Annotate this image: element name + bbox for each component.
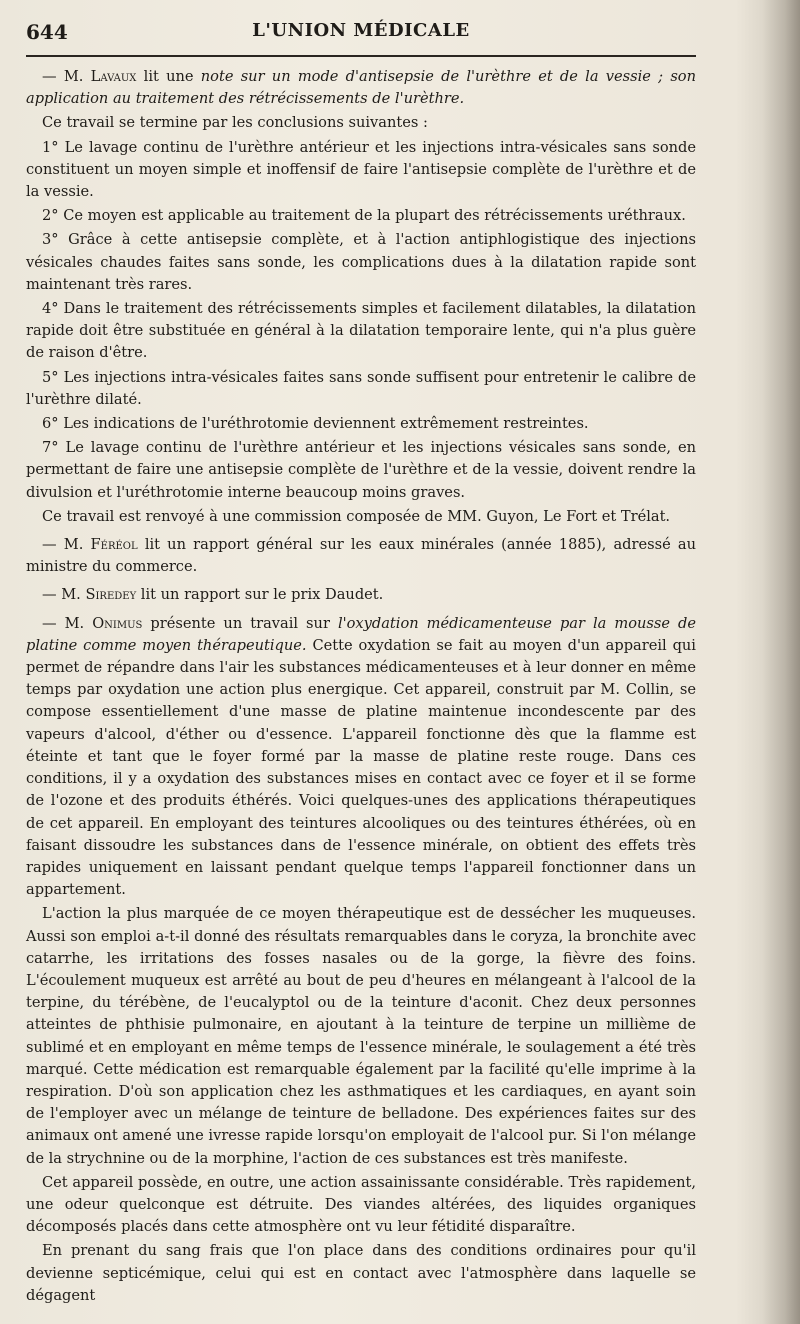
lavaux-paragraph: — M. Lavaux lit une note sur un mode d'antisepsie de l'urèthre et de la vessie ; son application au traitement des rétrécissements de l'urèthre. [26,68,696,108]
page-header [26,18,696,52]
conclusion-3: 3° Grâce à cette antisepsie complète, et à l'action antiphlogistique des injections vésicales chaudes faites sans sonde, les complications dues à la dilatation rapide sont maintenant très rares. [26,231,696,293]
conclusion-5: 5° Les injections intra-vésicales faites sans sonde suffisent pour entretenir le calibre de l'urèthre dilaté. [26,368,696,408]
lavaux-title: note sur un mode d'antisepsie de l'urèthre et de la vessie ; son application au traitement des rétrécissements de l'urèthre. [26,68,696,108]
conclusion-4: 4° Dans le traitement des rétrécissements simples et facilement dilatables, la dilatation rapide doit être substituée en général à la dilatation temporaire lente, qui n'a plus guère de raison d'être. [26,300,696,362]
author-siredey: Siredey [85,586,137,604]
onimus-paragraph-3: Cet appareil possède, en outre, une action assainissante considérable. Très rapidement, une odeur quelconque est détruite. Des viandes altérées, des liquides organiques décomposés placés dans cette atmosphère ont vu leur fétidité disparaître. [26,1173,696,1236]
onimus-paragraph-4: En prenant du sang frais que l'on place dans des conditions ordinaires pour qu'il devienne septicémique, celui qui est en contact avec l'atmosphère dans laquelle se dégagent [26,1242,696,1304]
onimus-paragraph-2: L'action la plus marquée de ce moyen thérapeutique est de dessécher les muqueuses. Aussi son emploi a-t-il donné des résultats remarquables dans le coryza, la bronchite avec catarrhe, les irritations des fosses nasales ou de la gorge, la fièvre des foins. L'écoulement muqueux est arrêté au bout de peu d'heures en mélangeant à l'alcool de la terpine, du térébène, de l'eucalyptol ou de la teinture d'aconit. Chez deux personnes atteintes de phthisie pulmonaire, en ajoutant à la teinture de terpine un millième de sublimé et en employant en même temps de l'essence minérale, le soulagement a été très marqué. Cette médication est remarquable également par la facilité qu'elle imprime à la respiration. D'où son application chez les asthmatiques et les cardiaques, en ayant soin de l'employer avec un mélange de teinture de belladone. Des expériences faites sur des animaux ont amené une ivresse rapide lorsqu'on employait de l'alcool pur. Si l'on mélange de la strychnine ou de la morphine, l'action de ces substances est très manifeste. [26,905,696,1167]
author-onimus: Onimus [92,614,143,632]
journal-title: L'UNION MÉDICALE [252,20,470,41]
conclusion-7: 7° Le lavage continu de l'urèthre antérieur et les injections vésicales sans sonde, en permettant de faire une antisepsie complète de l'urèthre et de la vessie, doivent rendre la divulsion et l'uréthrotomie interne beaucoup moins graves. [26,439,696,501]
article-body [26,66,696,1309]
fereol-paragraph: — M. Féréol lit un rapport général sur les eaux minérales (année 1885), adressé au ministre du commerce. [26,536,696,576]
conclusion-1: 1° Le lavage continu de l'urèthre antérieur et les injections intra-vésicales sans sonde constituent un moyen simple et inoffensif de faire l'antisepsie complète de l'urèthre et de la vessie. [26,138,696,201]
conclusions-intro: Ce travail se termine par les conclusions suivantes : [42,114,428,132]
conclusion-2: 2° Ce moyen est applicable au traitement de la plupart des rétrécissements uréthraux. [42,207,686,225]
header-rule [26,55,696,57]
onimus-paragraph: — M. Onimus présente un travail sur l'oxydation médicamenteuse par la mousse de platine comme moyen thérapeutique. Cette oxydation se fait au moyen d'un appareil qui permet de répandre dans l'air les substances médicamenteuses et à leur donner en même temps par oxydation une action plus energique. Cet appareil, construit par M. Collin, se compose essentiellement d'une masse de platine maintenue incondescente par des vapeurs d'alcool, d'éther ou d'essence. L'appareil fonctionne dès que la flamme est éteinte et tant que le foyer formé par la masse de platine reste rouge. Dans ces conditions, il y a oxydation des substances mises en contact avec ce foyer et il se forme de l'ozone et des produits éthérés. Voici quelques-unes des applications thérapeutiques de cet appareil. En employant des teintures alcooliques ou des teintures éthérées, où en faisant dissoudre les substances dans de l'essence minérale, on obtient des effets très rapides uniquement en laissant pendant quelque temps l'appareil fonctionner dans un appartement. [26,614,696,899]
page-edge-shadow [762,0,800,1324]
onimus-title: l'oxydation médicamenteuse par la mousse de platine comme moyen thérapeutique. [26,614,696,654]
siredey-paragraph: — M. Siredey lit un rapport sur le prix Daudet. [42,586,384,604]
author-fereol: Féréol [90,536,138,554]
commission-note: Ce travail est renvoyé à une commission composée de MM. Guyon, Le Fort et Trélat. [42,507,671,525]
page-number: 644 [26,20,68,44]
conclusion-6: 6° Les indications de l'uréthrotomie deviennent extrêmement restreintes. [42,415,589,433]
author-lavaux: Lavaux [90,68,137,85]
